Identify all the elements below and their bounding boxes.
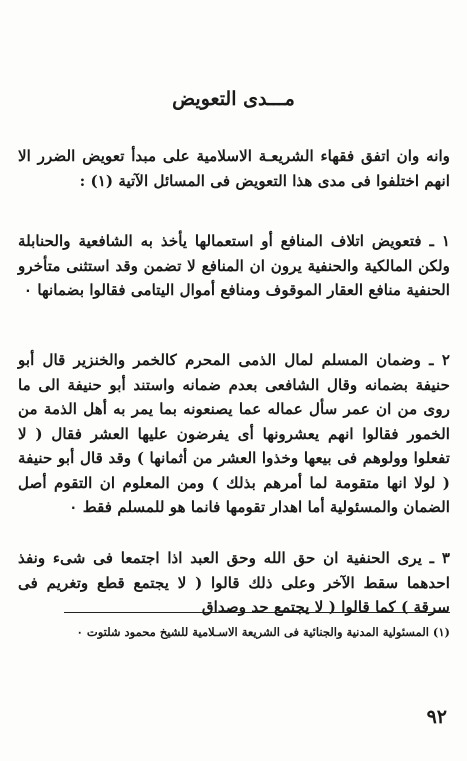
page-number: ٩٢ [426, 706, 447, 728]
footnote: (١) المسئولية المدنية والجنائية فى الشريعة الاسـلامية للشيخ محمود شلتوت ٠ [76, 625, 450, 639]
paragraph-text: ١ ـ فتعويض اتلاف المنافع أو استعمالها يأخذ به الشافعية والحنابلة ولكن المالكية والحنفية يرون ان المنافع لا تضمن وقد استثنى متأخرو الحنفية منافع العقار الموقوف ومنافع أموال اليتامى فقالوا بضمانها ٠ [18, 232, 450, 299]
body-paragraph-2 [18, 348, 450, 520]
body-paragraph-1 [18, 229, 450, 303]
paragraph-text: ٣ ـ يرى الحنفية ان حق الله وحق العبد اذا اجتمعا فى شىء ونفذ احدهما سقط الآخر وعلى ذلك قالوا ( لا يجتمع قطع وتغريم فى سرقة ) كما قالوا ( لا يجتمع حد وصداق [18, 549, 450, 616]
paragraph-text: ٢ ـ وضمان المسلم لمال الذمى المحرم كالخمر والخنزير قال أبو حنيفة بضمانه وقال الشافعى بعدم ضمانه واستند أبو حنيفة الى ما روى من ان عمر سأل عماله عما يصنعونه بما يمر به أهل الذمة من الخمور فقالوا انهم يعشرونها أى يفرضون عليها العشر فقال ( لا تفعلوا وولوهم فى بيعها وخذوا العشر من أثمانها ) وقد قال أبو حنيفة ( لولا انها متقومة لما أمرهم بذلك ) ومن المعلوم ان التقوم أصل الضمان والمسئولية أما اهدار تقومها فانما هو للمسلم فقط ٠ [18, 351, 450, 516]
section-title: مـــدى التعويض [172, 88, 295, 110]
body-paragraph-3 [18, 546, 450, 620]
paragraph-text: وانه وان اتفق فقهاء الشريعـة الاسلامية على مبدأ تعويض الضرر الا انهم اختلفوا فى مدى هذا التعويض فى المسائل الآتية (١) : [18, 147, 450, 190]
footnote-divider [64, 612, 450, 613]
body-paragraph-intro [18, 144, 450, 193]
